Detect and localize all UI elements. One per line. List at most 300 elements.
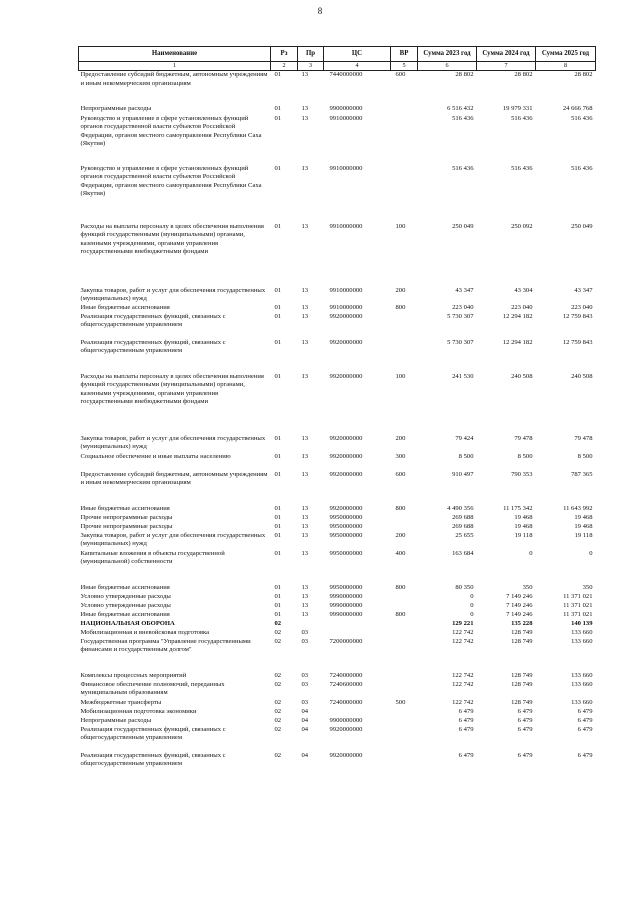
table-row (79, 699, 596, 708)
row-cs: 9920000000 (329, 338, 363, 346)
row-rz: 01 (274, 452, 282, 460)
row-name: Закупка товаров, работ и услуг для обеспечения государственных (муниципальных) нужд (80, 434, 266, 451)
row-pr: 04 (301, 716, 309, 724)
row-vr: 100 (395, 222, 406, 230)
row-sum-2023: 0 (470, 610, 474, 618)
row-sum-2023: 129 221 (452, 619, 474, 627)
row-pr: 13 (301, 164, 309, 172)
row-sum-2023: 6 479 (458, 725, 474, 733)
row-pr: 13 (301, 372, 309, 380)
row-sum-2024: 28 802 (514, 71, 533, 79)
column-number: 7 (477, 62, 536, 71)
row-pr: 13 (301, 531, 309, 539)
table-row (79, 532, 596, 550)
row-vr (391, 313, 418, 339)
row-sum-2023: 269 688 (452, 513, 474, 521)
row-cs: 9950000000 (329, 549, 363, 557)
row-sum-2025: 28 802 (574, 71, 593, 79)
row-sum-2023: 241 530 (452, 372, 474, 380)
row-rz: 02 (274, 671, 282, 679)
row-sum-2023: 6 479 (458, 707, 474, 715)
row-pr: 04 (301, 751, 309, 759)
row-name: Руководство и управление в сфере установленных функций органов государственной власти субъектов Российской Федерации, органов местного самоуправления Республики Саха (Якутия) (80, 114, 262, 148)
table-row (79, 681, 596, 699)
row-sum-2023: 0 (470, 592, 474, 600)
row-cs: 9920000000 (329, 452, 363, 460)
row-name: Условно утвержденные расходы (80, 592, 171, 600)
row-rz: 01 (274, 434, 282, 442)
row-sum-2023: 43 347 (455, 286, 474, 294)
row-rz: 01 (274, 592, 282, 600)
row-sum-2023: 122 742 (452, 637, 474, 645)
row-name: Мобилизационная и вневойсковая подготовка (80, 628, 210, 636)
row-vr: 800 (395, 303, 406, 311)
table-row (79, 602, 596, 611)
table-row (79, 71, 596, 105)
row-sum-2025: 0 (589, 549, 593, 557)
row-vr: 300 (395, 452, 406, 460)
row-pr: 13 (301, 104, 309, 112)
row-pr: 03 (301, 680, 309, 688)
table-row (79, 708, 596, 717)
row-sum-2024: 128 749 (511, 698, 533, 706)
row-sum-2025: 11 643 992 (563, 504, 593, 512)
row-cs (324, 620, 391, 629)
row-sum-2024: 7 149 246 (506, 610, 533, 618)
row-name: Расходы на выплаты персоналу в целях обеспечения выполнения функций государственными (муниципальными) органами, казенными учреждениями, органами управления государственными внебюджетными фондами (80, 372, 264, 406)
row-pr: 13 (301, 610, 309, 618)
column-number: 1 (79, 62, 271, 71)
row-sum-2024: 250 092 (511, 222, 533, 230)
row-pr: 13 (301, 583, 309, 591)
row-sum-2023: 5 730 307 (447, 338, 474, 346)
row-name: Закупка товаров, работ и услуг для обеспечения государственных (муниципальных) нужд (80, 531, 266, 548)
table-row (79, 726, 596, 752)
header-rz: Рз (271, 47, 298, 62)
row-rz: 01 (274, 114, 282, 122)
row-cs: 7440000000 (329, 71, 363, 79)
row-name: Иные бюджетные ассигнования (80, 583, 170, 591)
row-cs: 9910000000 (329, 286, 363, 294)
row-rz: 02 (274, 698, 282, 706)
row-pr: 03 (301, 628, 309, 636)
table-row (79, 638, 596, 672)
row-pr: 03 (301, 671, 309, 679)
row-vr: 600 (395, 71, 406, 79)
row-rz: 01 (274, 71, 282, 79)
row-vr (391, 681, 418, 699)
table-body (79, 71, 596, 770)
row-pr: 13 (301, 470, 309, 478)
column-number-row (79, 62, 596, 71)
row-sum-2023: 79 424 (455, 434, 474, 442)
table-row (79, 514, 596, 523)
row-sum-2024: 19 468 (514, 522, 533, 530)
table-row (79, 471, 596, 505)
table-row (79, 373, 596, 435)
row-sum-2024: 240 508 (511, 372, 533, 380)
row-rz: 02 (274, 637, 282, 645)
row-rz: 01 (274, 312, 282, 320)
row-sum-2024: 790 353 (511, 470, 533, 478)
row-name: НАЦИОНАЛЬНАЯ ОБОРОНА (80, 619, 175, 627)
row-name: Руководство и управление в сфере установленных функций органов государственной власти субъектов Российской Федерации, органов местного самоуправления Республики Саха (Якутия) (80, 164, 262, 198)
row-rz: 01 (274, 164, 282, 172)
row-cs: 9920000000 (329, 372, 363, 380)
row-sum-2025: 250 049 (571, 222, 593, 230)
row-name: Государственная программа "Управление государственными финансами и государственным долгом" (80, 637, 251, 654)
row-vr (391, 115, 418, 165)
header-2024: Сумма 2024 год (477, 47, 536, 62)
row-vr: 800 (395, 504, 406, 512)
row-rz: 01 (274, 610, 282, 618)
row-rz: 02 (274, 751, 282, 759)
row-name: Расходы на выплаты персоналу в целях обеспечения выполнения функций государственными (муниципальными) органами, казенными учреждениями, органами управления государственными внебюджетными фондами (80, 222, 264, 256)
row-sum-2023: 122 742 (452, 628, 474, 636)
row-pr: 13 (301, 434, 309, 442)
table-row (79, 313, 596, 339)
row-sum-2025: 11 371 021 (563, 601, 593, 609)
row-cs: 9950000000 (329, 522, 363, 530)
row-sum-2024: 19 468 (514, 513, 533, 521)
row-name: Иные бюджетные ассигнования (80, 610, 170, 618)
budget-table-container (78, 46, 596, 770)
row-pr: 04 (301, 725, 309, 733)
table-row (79, 752, 596, 770)
row-sum-2025: 12 759 843 (562, 312, 593, 320)
row-sum-2024: 6 479 (517, 725, 533, 733)
row-sum-2025: 240 508 (571, 372, 593, 380)
row-sum-2025: 133 660 (571, 671, 593, 679)
row-name: Межбюджетные трансферты (80, 698, 162, 706)
row-rz: 01 (274, 338, 282, 346)
row-name: Иные бюджетные ассигнования (80, 303, 170, 311)
row-sum-2025: 19 118 (574, 531, 593, 539)
row-rz: 01 (274, 372, 282, 380)
row-pr: 13 (301, 522, 309, 530)
row-sum-2023: 516 436 (452, 164, 474, 172)
header-cs: ЦС (324, 47, 391, 62)
row-sum-2024: 11 175 342 (503, 504, 533, 512)
row-pr: 13 (301, 303, 309, 311)
row-sum-2025: 43 347 (574, 286, 593, 294)
row-cs: 7200000000 (329, 637, 363, 645)
row-rz: 01 (274, 286, 282, 294)
row-pr: 13 (301, 601, 309, 609)
row-rz: 01 (274, 531, 282, 539)
row-sum-2024: 7 149 246 (506, 592, 533, 600)
row-sum-2024: 350 (522, 583, 533, 591)
table-row (79, 505, 596, 514)
table-row (79, 223, 596, 287)
row-pr: 04 (301, 707, 309, 715)
row-sum-2025: 24 666 768 (562, 104, 593, 112)
row-vr (391, 523, 418, 532)
row-cs: 7240000000 (329, 698, 363, 706)
row-vr: 200 (395, 286, 406, 294)
row-rz: 01 (274, 522, 282, 530)
row-name: Условно утвержденные расходы (80, 601, 171, 609)
row-sum-2025: 6 479 (577, 707, 593, 715)
row-vr (391, 629, 418, 638)
row-vr: 100 (395, 372, 406, 380)
row-rz: 01 (274, 513, 282, 521)
table-row (79, 523, 596, 532)
row-sum-2024: 223 040 (511, 303, 533, 311)
row-pr: 13 (301, 592, 309, 600)
row-pr: 13 (301, 513, 309, 521)
row-name: Реализация государственных функций, связанных с общегосударственным управлением (80, 725, 226, 742)
row-rz: 02 (274, 707, 282, 715)
row-vr (391, 105, 418, 115)
row-sum-2023: 6 479 (458, 751, 474, 759)
row-pr: 13 (301, 114, 309, 122)
row-rz: 01 (274, 504, 282, 512)
row-sum-2023: 223 040 (452, 303, 474, 311)
row-rz: 01 (274, 601, 282, 609)
row-vr (391, 339, 418, 373)
row-rz: 02 (274, 628, 282, 636)
row-sum-2023: 122 742 (452, 671, 474, 679)
row-name: Капитальные вложения в объекты государственной (муниципальной) собственности (80, 549, 225, 566)
row-name: Предоставление субсидий бюджетным, автономным учреждениям и иным некоммерческим организациям (80, 470, 268, 487)
row-pr: 13 (301, 286, 309, 294)
row-vr: 800 (395, 583, 406, 591)
table-row (79, 717, 596, 726)
row-sum-2024: 12 294 182 (502, 338, 533, 346)
header-2023: Сумма 2023 год (418, 47, 477, 62)
row-cs: 9950000000 (329, 531, 363, 539)
row-pr: 13 (301, 504, 309, 512)
row-sum-2025: 6 479 (577, 725, 593, 733)
row-sum-2023: 122 742 (452, 680, 474, 688)
row-cs (324, 708, 391, 717)
row-name: Мобилизационная подготовка экономики (80, 707, 197, 715)
row-vr: 200 (395, 531, 406, 539)
row-rz: 01 (274, 303, 282, 311)
row-vr (391, 165, 418, 223)
row-sum-2024: 19 979 331 (502, 104, 533, 112)
row-sum-2025: 19 468 (574, 513, 593, 521)
table-row (79, 672, 596, 681)
row-cs: 9990000000 (329, 610, 363, 618)
table-row (79, 593, 596, 602)
row-vr: 500 (395, 698, 406, 706)
row-vr (391, 672, 418, 681)
row-name: Реализация государственных функций, связанных с общегосударственным управлением (80, 312, 226, 329)
row-sum-2023: 6 516 432 (447, 104, 474, 112)
row-vr (391, 514, 418, 523)
row-rz: 01 (274, 549, 282, 557)
row-sum-2025: 11 371 021 (563, 610, 593, 618)
row-vr (391, 620, 418, 629)
table-row (79, 287, 596, 304)
row-vr (391, 726, 418, 752)
header-2025: Сумма 2025 год (536, 47, 596, 62)
row-vr (391, 752, 418, 770)
table-row (79, 304, 596, 313)
row-name: Предоставление субсидий бюджетным, автономным учреждениям и иным некоммерческим организациям (80, 71, 268, 87)
row-sum-2024: 19 118 (514, 531, 533, 539)
table-row (79, 115, 596, 165)
row-sum-2025: 8 500 (577, 452, 593, 460)
row-sum-2023: 0 (470, 601, 474, 609)
row-sum-2024: 128 749 (511, 637, 533, 645)
row-vr (391, 717, 418, 726)
row-vr: 800 (395, 610, 406, 618)
row-sum-2025: 11 371 021 (563, 592, 593, 600)
table-row (79, 620, 596, 629)
row-vr (391, 638, 418, 672)
row-sum-2023: 6 479 (458, 716, 474, 724)
row-sum-2025: 140 139 (571, 619, 593, 627)
page-number: 8 (317, 6, 323, 16)
row-name: Комплексы процессных мероприятий (80, 671, 187, 679)
row-sum-2023: 8 500 (458, 452, 474, 460)
row-sum-2025: 133 660 (571, 628, 593, 636)
column-number: 3 (298, 62, 324, 71)
row-pr: 13 (301, 338, 309, 346)
table-row (79, 550, 596, 584)
table-row (79, 453, 596, 471)
row-sum-2024: 7 149 246 (506, 601, 533, 609)
row-sum-2024: 516 436 (511, 114, 533, 122)
row-sum-2023: 910 497 (452, 470, 474, 478)
row-sum-2024: 6 479 (517, 716, 533, 724)
row-pr: 13 (301, 222, 309, 230)
row-sum-2024: 128 749 (511, 671, 533, 679)
row-sum-2023: 516 436 (452, 114, 474, 122)
row-vr: 400 (395, 549, 406, 557)
column-number: 8 (536, 62, 596, 71)
row-sum-2023: 80 350 (455, 583, 474, 591)
row-cs: 9990000000 (329, 592, 363, 600)
row-sum-2025: 133 660 (571, 698, 593, 706)
row-name: Прочие непрограммные расходы (80, 522, 173, 530)
row-vr: 200 (395, 434, 406, 442)
row-rz: 02 (274, 680, 282, 688)
row-pr: 13 (301, 452, 309, 460)
table-row (79, 611, 596, 620)
column-number: 6 (418, 62, 477, 71)
row-sum-2024: 6 479 (517, 751, 533, 759)
row-sum-2025: 516 436 (571, 114, 593, 122)
row-sum-2024: 6 479 (517, 707, 533, 715)
table-row (79, 435, 596, 453)
column-number: 4 (324, 62, 391, 71)
row-sum-2023: 5 730 307 (447, 312, 474, 320)
row-rz: 01 (274, 222, 282, 230)
row-vr (391, 708, 418, 717)
row-sum-2023: 122 742 (452, 698, 474, 706)
row-cs: 9950000000 (329, 583, 363, 591)
column-number: 2 (271, 62, 298, 71)
row-sum-2024: 135 228 (511, 619, 533, 627)
row-cs (324, 629, 391, 638)
row-name: Иные бюджетные ассигнования (80, 504, 170, 512)
row-sum-2023: 4 490 356 (447, 504, 474, 512)
row-cs: 9950000000 (329, 513, 363, 521)
table-row (79, 339, 596, 373)
row-sum-2024: 128 749 (511, 628, 533, 636)
row-pr: 03 (301, 698, 309, 706)
row-cs: 9920000000 (329, 470, 363, 478)
row-sum-2025: 79 478 (574, 434, 593, 442)
row-cs: 9900000000 (329, 716, 363, 724)
row-sum-2025: 787 365 (571, 470, 593, 478)
row-name: Реализация государственных функций, связанных с общегосударственным управлением (80, 338, 226, 355)
row-cs: 9910000000 (329, 164, 363, 172)
table-row (79, 584, 596, 593)
row-cs: 9910000000 (329, 222, 363, 230)
row-cs: 9910000000 (329, 303, 363, 311)
row-cs: 9920000000 (329, 725, 363, 733)
budget-table (78, 46, 596, 770)
row-cs: 9990000000 (329, 601, 363, 609)
row-sum-2025: 133 660 (571, 680, 593, 688)
row-rz: 02 (274, 716, 282, 724)
row-sum-2025: 223 040 (571, 303, 593, 311)
row-cs: 9900000000 (329, 104, 363, 112)
table-header-row (79, 47, 596, 62)
row-cs: 7240000000 (329, 671, 363, 679)
row-cs: 9920000000 (329, 434, 363, 442)
row-sum-2023: 25 655 (455, 531, 474, 539)
table-row (79, 105, 596, 115)
row-rz: 01 (274, 104, 282, 112)
row-sum-2025: 6 479 (577, 716, 593, 724)
header-pr: Пр (298, 47, 324, 62)
row-sum-2024: 128 749 (511, 680, 533, 688)
row-sum-2025: 19 468 (574, 522, 593, 530)
row-vr (391, 602, 418, 611)
row-sum-2025: 133 660 (571, 637, 593, 645)
row-rz: 01 (274, 470, 282, 478)
row-sum-2025: 516 436 (571, 164, 593, 172)
row-sum-2024: 43 304 (514, 286, 533, 294)
header-vr: ВР (391, 47, 418, 62)
row-name: Социальное обеспечение и иные выплаты населению (80, 452, 231, 460)
row-vr (391, 593, 418, 602)
row-name: Непрограммные расходы (80, 104, 152, 112)
row-pr: 13 (301, 312, 309, 320)
row-sum-2023: 28 802 (455, 71, 474, 79)
row-sum-2025: 350 (582, 583, 593, 591)
row-cs: 9920000000 (329, 504, 363, 512)
row-cs: 7240600000 (329, 680, 363, 688)
row-name: Финансовое обеспечение полномочий, переданных муниципальным образованиям (80, 680, 225, 697)
row-name: Закупка товаров, работ и услуг для обеспечения государственных (муниципальных) нужд (80, 286, 266, 303)
row-name: Реализация государственных функций, связанных с общегосударственным управлением (80, 751, 226, 768)
row-sum-2023: 269 688 (452, 522, 474, 530)
row-sum-2024: 79 478 (514, 434, 533, 442)
row-cs: 9920000000 (329, 751, 363, 759)
row-sum-2023: 250 049 (452, 222, 474, 230)
row-cs: 9920000000 (329, 312, 363, 320)
row-rz: 02 (274, 725, 282, 733)
row-sum-2024: 12 294 182 (502, 312, 533, 320)
table-row (79, 629, 596, 638)
row-rz: 01 (274, 583, 282, 591)
row-pr: 13 (301, 549, 309, 557)
row-sum-2024: 0 (529, 549, 533, 557)
row-sum-2025: 12 759 843 (562, 338, 593, 346)
row-cs: 9910000000 (329, 114, 363, 122)
row-sum-2023: 163 684 (452, 549, 474, 557)
row-pr: 13 (301, 71, 309, 79)
column-number: 5 (391, 62, 418, 71)
row-rz: 02 (274, 619, 282, 627)
